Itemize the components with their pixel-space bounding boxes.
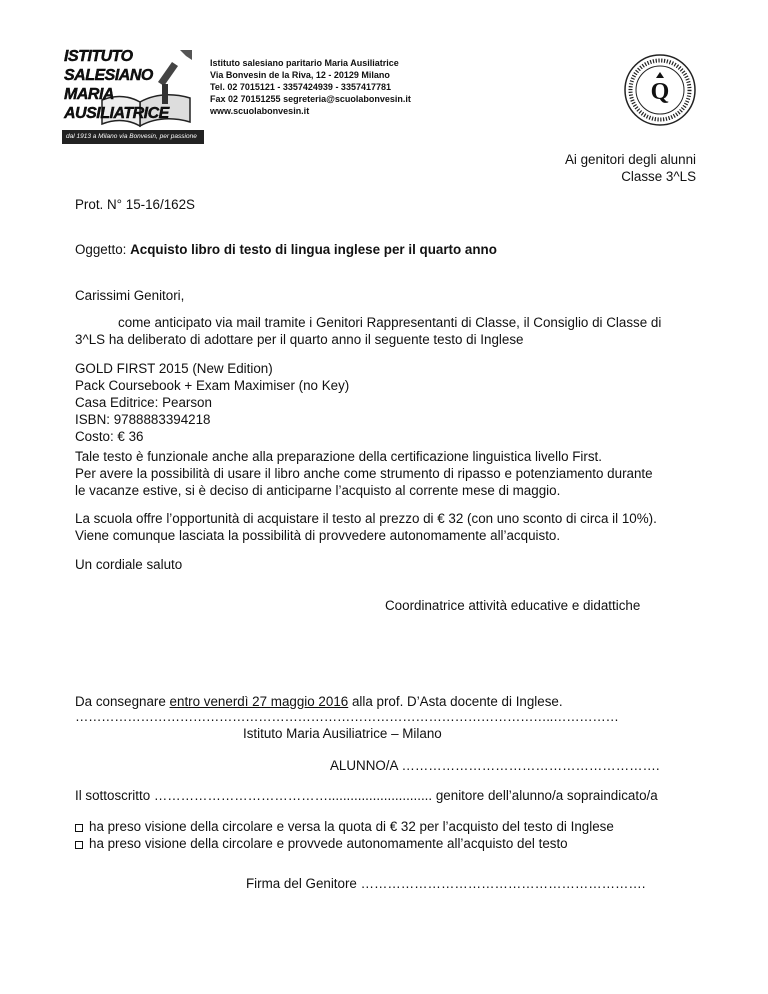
protocol-number: Prot. N° 15-16/162S [75,197,195,212]
option-self [75,835,695,852]
option-pay [75,818,695,835]
logo-line-3: MARIA [64,86,114,103]
school-website: www.scuolabonvesin.it [210,106,310,116]
undersigned-field: Il sottoscritto …………………………………............................ genitore dell’alunno/a sopraindicato/a [75,788,658,803]
cut-line: ………………………………………………………………………………………………..…………… [75,709,619,724]
delivery-pre: Da consegnare [75,694,170,709]
delivery-instructions [75,693,695,710]
cert-line-2: Per avere la possibilità di usare il libro anche come strumento di ripasso e potenziamento durante [75,466,653,481]
offer-line-2: Viene comunque lasciata la possibilità di provvedere autonomamente all’acquisto. [75,528,561,543]
school-logo [62,42,204,146]
book-title: GOLD FIRST 2015 (New Edition) [75,361,273,376]
logo-tagline: dal 1913 a Milano via Bonvesin, per passione [62,130,204,144]
book-cost: Costo: € 36 [75,429,144,444]
logo-image [62,42,204,130]
logo-line-4: AUSILIATRICE [64,105,169,122]
certification-paragraph [75,448,695,499]
cert-line-1: Tale testo è funzionale anche alla preparazione della certificazione linguistica livello First. [75,449,602,464]
offer-line-1: La scuola offre l’opportunità di acquistare il testo al prezzo di € 32 (con uno sconto di circa il 10%). [75,511,657,526]
recipient-line-2: Classe 3^LS [621,169,696,184]
cert-line-3: le vacanze estive, si è deciso di anticiparne l’acquisto al corrente mese di maggio. [75,483,561,498]
closing: Un cordiale saluto [75,557,183,572]
intro-line-2: 3^LS ha deliberato di adottare per il quarto anno il seguente testo di Inglese [75,332,524,347]
school-name: Istituto salesiano paritario Maria Ausiliatrice [210,58,399,68]
book-publisher: Casa Editrice: Pearson [75,395,212,410]
checkbox-icon[interactable] [75,841,83,849]
subject-line [75,241,695,258]
intro-line-1: come anticipato via mail tramite i Genitori Rappresentanti di Classe, il Consiglio di Classe di [118,315,662,330]
subject-label: Oggetto: [75,242,131,257]
book-details [75,360,695,445]
option-list [75,818,695,852]
delivery-post: alla prof. D’Asta docente di Inglese. [348,694,563,709]
school-contact-info [210,57,411,117]
recipient-block [565,151,696,185]
delivery-deadline: entro venerdì 27 maggio 2016 [169,694,349,709]
svg-text:Q: Q [650,79,670,105]
greeting: Carissimi Genitori, [75,288,185,303]
intro-paragraph [75,314,695,348]
logo-line-2: SALESIANO [64,67,153,84]
logo-line-1: ISTITUTO [64,48,133,65]
school-address: Via Bonvesin de la Riva, 12 - 20129 Milano [210,70,390,80]
offer-paragraph [75,510,695,544]
school-fax-email: Fax 02 70151255 segreteria@scuolabonvesin.it [210,94,411,104]
quality-seal-icon [622,52,698,128]
subject-text: Acquisto libro di testo di lingua inglese per il quarto anno [130,242,497,257]
book-pack: Pack Coursebook + Exam Maximiser (no Key) [75,378,350,393]
student-field: ALUNNO/A …………………………………………………. [330,758,660,773]
recipient-line-1: Ai genitori degli alunni [564,152,696,167]
institute-name: Istituto Maria Ausiliatrice – Milano [243,726,442,741]
parent-signature-field: Firma del Genitore ………………………………………………………. [246,876,646,891]
school-phone: Tel. 02 7015121 - 3357424939 - 3357417781 [210,82,391,92]
checkbox-icon[interactable] [75,824,83,832]
option-pay-label: ha preso visione della circolare e versa la quota di € 32 per l’acquisto del testo di Inglese [89,819,614,834]
book-isbn: ISBN: 9788883394218 [75,412,211,427]
signature-title: Coordinatrice attività educative e didattiche [385,598,641,613]
option-self-label: ha preso visione della circolare e provvede autonomamente all’acquisto del testo [89,836,568,851]
